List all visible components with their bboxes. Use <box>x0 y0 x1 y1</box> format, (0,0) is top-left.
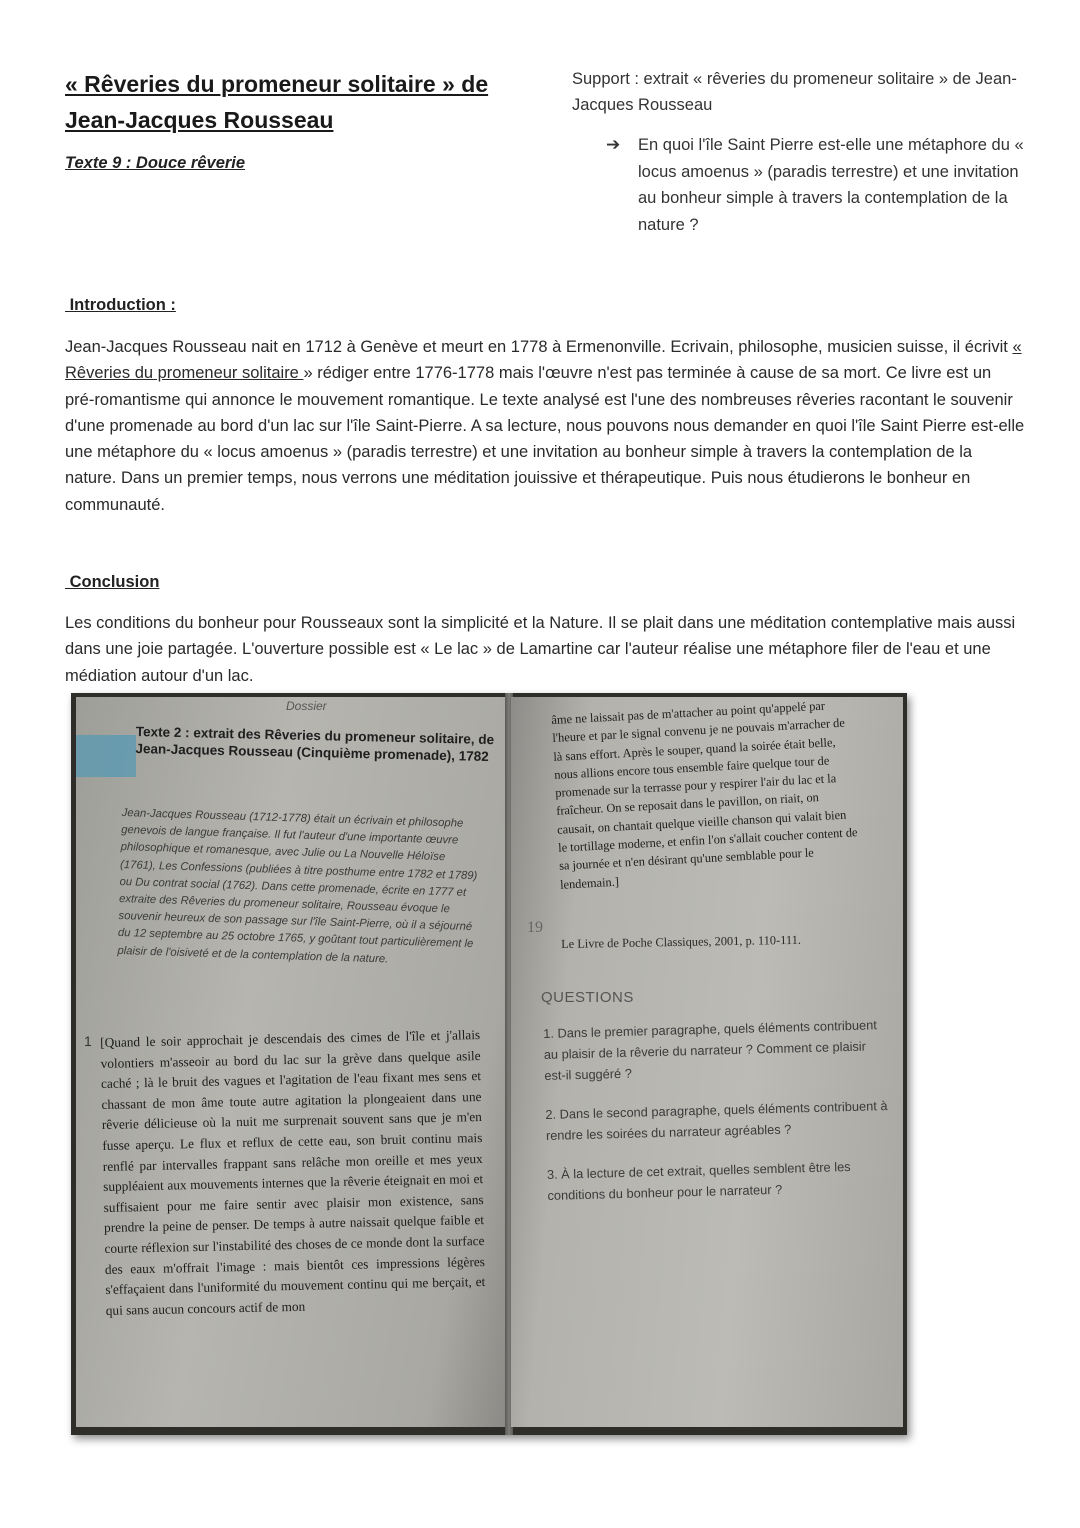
passage-text: [Quand le soir approchait je descendais des cimes de l'île et j'allais volontiers m'asseoir au bord du lac sur la grève dans quelque asile caché ; là le bruit des vagues et l'agitation de l'eau fixant mes sens et chassant de mon âme toute autre agitation la plongeaient dans une rêverie délicieuse où la nuit me surprenait souvent sans que je m'en fusse aperçu. Le flux et reflux de cette eau, son bruit continu mais renflé par intervalles frappant sans relâche mon oreille et mes yeux suppléaient aux mouvements internes que la rêverie éteignait en moi et suffisaient pour me faire sentir avec plaisir mon existence, sans prendre la peine de penser. De temps à autre naissait quelque faible et courte réflexion sur l'instabilité des choses de ce monde dont la surface des eaux m'offrait l'image : mais bientôt ces impressions légères s'effaçaient dans l'uniformité du mouvement continu qui me berçait, et qui sans aucun concours actif de mon <box>100 1027 486 1318</box>
text-subtitle: Texte 9 : Douce rêverie <box>65 154 246 172</box>
question-item: 2. Dans le second paragraphe, quels éléments contribuent à rendre les soirées du narrateur agréables ? <box>545 1098 888 1143</box>
author-bio: Jean-Jacques Rousseau (1712-1778) était un écrivain et philosophe genevois de langue française. Il fut l'auteur d'une importante œuvre philosophique et romanesque, avec Julie ou La Nouvelle Héloïse (1761), Les Confessions (publiées à titre posthume entre 1782 et 1789) ou Du contrat social (1762). Dans cette promenade, écrite en 1777 et extraite des Rêveries du promeneur solitaire, Rousseau évoque le souvenir heureux de son passage sur l'île Saint-Pierre, où il a séjourné du 12 septembre au 25 octobre 1765, y goûtant tout particulièrement le plaisir de l'oisiveté et de la contemplation de la nature. <box>117 806 478 966</box>
conclusion-paragraph: Les conditions du bonheur pour Rousseaux sont la simplicité et la Nature. Il se plait dans une méditation contemplative mais aussi dans une joie partagée. L'ouverture possible est « Le lac » de Lamartine car l'auteur réalise une métaphore filer de l'eau et une médiation autour d'un lac. <box>65 614 1016 685</box>
question-text: En quoi l'île Saint Pierre est-elle une métaphore du « locus amoenus » (paradis terrestre) et une invitation au bonheur simple à travers la contemplation de la nature ? <box>638 136 1024 234</box>
bookmark-tab <box>76 735 136 777</box>
intro-text-part1: Jean-Jacques Rousseau nait en 1712 à Genève et meurt en 1778 à Ermenonville. Ecrivain, philosophe, musicien suisse, il écrivit <box>65 338 1013 356</box>
source-reference: Le Livre de Poche Classiques, 2001, p. 110-111. <box>561 932 802 951</box>
book-right-page <box>511 697 903 1427</box>
dossier-label: Dossier <box>286 699 327 713</box>
problematic-question <box>606 132 1036 238</box>
book-left-page <box>76 697 508 1427</box>
work-title: « Rêveries du promeneur solitaire <box>65 338 1022 383</box>
arrow-icon: ➔ <box>606 135 621 154</box>
intro-text-part2: » rédiger entre 1776-1778 mais l'œuvre n'est pas terminée à cause de sa mort. Ce livre est un pré-romantisme qui annonce le mouvement romantique. Le texte analysé est l'une des nombreuses rêveries racontant le souvenir d'une promenade au bord d'un lac sur l'île Saint-Pierre. A sa lecture, nous pouvons nous demander en quoi l'île Saint Pierre est-elle une métaphore du « locus amoenus » (paradis terrestre) et une invitation au bonheur simple à travers la contemplation de la nature. Dans un premier temps, nous verrons une méditation jouissive et thérapeutique. Puis nous étudierons le bonheur en communauté. <box>65 364 1025 514</box>
page-title: « Rêveries du promeneur solitaire » de Jean-Jacques Rousseau <box>65 71 489 133</box>
introduction-heading: Introduction : <box>65 296 176 314</box>
introduction-paragraph <box>65 334 1025 518</box>
book-text-title: Texte 2 : extrait des Rêveries du promeneur solitaire, de Jean-Jacques Rousseau (Cinquième promenade), 1782 <box>135 723 495 765</box>
conclusion-heading: Conclusion <box>65 573 160 591</box>
question-item: 3. À la lecture de cet extrait, quelles semblent être les conditions du bonheur pour le narrateur ? <box>546 1158 851 1203</box>
questions-heading: QUESTIONS <box>541 989 634 1006</box>
line-number: 1 <box>84 1033 92 1049</box>
support-line: Support : extrait « rêveries du promeneur solitaire » de Jean-Jacques Rousseau <box>572 70 1017 114</box>
book-photo <box>71 693 907 1435</box>
passage-continued: âme ne laissait pas de m'attacher au point qu'appelé par l'heure et par le signal convenu je ne pouvais m'arracher de là sans effort. Après le souper, quand la soirée était belle, nous allions encore tous ensemble faire quelque tour de promenade sur la terrasse pour y respirer l'air du lac et la fraîcheur. On se reposait dans le pavillon, on riait, on causait, on chantait quelque vieille chanson qui valait bien le tortillage moderne, et enfin l'on s'allait coucher content de sa journée et n'en désirant qu'une semblable pour le lendemain.] <box>551 698 858 892</box>
page-number: 19 <box>527 919 543 936</box>
questions-list <box>543 1014 893 1224</box>
question-item: 1. Dans le premier paragraphe, quels éléments contribuent au plaisir de la rêverie du narrateur ? Comment ce plaisir est-il suggéré ? <box>543 1017 877 1083</box>
